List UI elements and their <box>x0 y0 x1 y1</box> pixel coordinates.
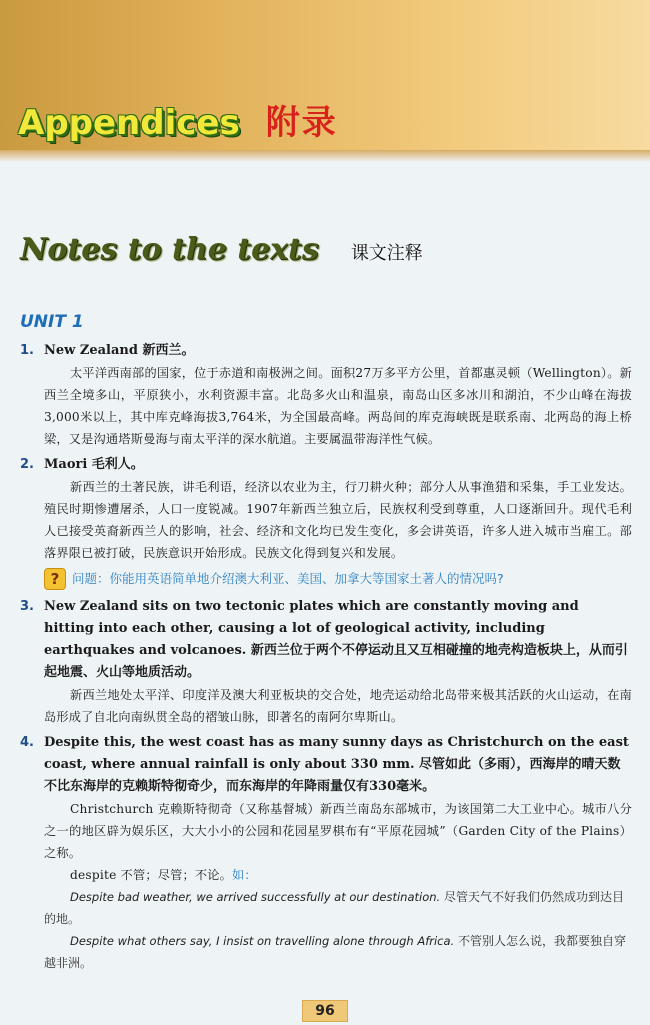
note-paragraph: 新西兰地处太平洋、印度洋及澳大利亚板块的交合处，地壳运动给北岛带来极其活跃的火山运动，在南岛形成了自北向南纵贯全岛的褶皱山脉，即著名的南阿尔卑斯山。 <box>44 688 632 724</box>
note-2 <box>20 454 632 564</box>
notes-content <box>20 340 632 978</box>
note-paragraph: 太平洋西南部的国家，位于赤道和南极洲之间。面积27万多平方公里，首都惠灵顿（Wellington）。新西兰全境多山，平原狭小，水利资源丰富。北岛多火山和温泉，南岛山区多冰川和湖泊，不少山峰在海拔3,000米以上，其中库克峰海拔3,764米，为全国最高峰。两岛间的库克海峡既是联系南、北两岛的海上桥梁，又是沟通塔斯曼海与南太平洋的深水航道。主要属温带海洋性气候。 <box>44 366 632 446</box>
appendices-title-cn: 附录 <box>265 103 338 143</box>
appendices-title: Appendices <box>18 103 240 143</box>
note-heading: Despite this, the west coast has as many sunny days as Christchurch on the east coast, where annual rainfall is only about 330 mm. 尽管如此（多雨），西海岸的晴天数不比东海岸的克赖斯特彻奇少，而东海岸的年降雨量仅有330毫米。 <box>44 735 629 794</box>
note-number: 2. <box>20 457 34 472</box>
note-3 <box>20 596 632 728</box>
example-en: Despite bad weather, we arrived successfully at our destination. <box>70 890 441 904</box>
banner-title <box>18 95 338 155</box>
question-prompt <box>20 568 632 590</box>
page-number: 96 <box>302 1000 348 1022</box>
word-definition: despite 不管；尽管；不论。 <box>70 868 233 882</box>
section-title-en: Notes to the texts <box>20 232 319 267</box>
example-en: Despite what others say, I insist on travelling alone through Africa. <box>70 934 455 948</box>
note-number: 4. <box>20 735 34 750</box>
question-text: 问题：你能用英语简单地介绍澳大利亚、美国、加拿大等国家土著人的情况吗? <box>72 571 504 586</box>
word-entry <box>44 864 632 886</box>
example-cn: 尽管天气不好我们仍然成功到达目的地。 <box>44 890 625 926</box>
question-icon: ? <box>44 568 66 590</box>
example-cn: 不管别人怎么说，我都要独自穿越非洲。 <box>44 934 627 970</box>
note-paragraph: Christchurch 克赖斯特彻奇（又称基督城）新西兰南岛东部城市，为该国第二大工业中心。城市八分之一的地区辟为娱乐区，大大小小的公园和花园星罗棋布有“平原花园城”（Garden City of the Plains）之称。 <box>44 802 632 860</box>
note-1 <box>20 340 632 450</box>
note-number: 1. <box>20 343 34 358</box>
note-heading: New Zealand sits on two tectonic plates which are constantly moving and hitting into each other, causing a lot of geological activity, including earthquakes and volcanoes. 新西兰位于两个不停运动且又互相碰撞的地壳构造板块上，从而引起地震、火山等地质活动。 <box>44 599 628 680</box>
example-sentence <box>44 886 632 930</box>
unit-label: UNIT 1 <box>20 312 84 332</box>
note-paragraph: 新西兰的土著民族，讲毛利语，经济以农业为主，行刀耕火种；部分人从事渔猎和采集，手工业发达。殖民时期惨遭屠杀，人口一度锐减。1907年新西兰独立后，民族权利受到尊重，人口逐渐回升。现代毛利人已接受英裔新西兰人的影响，社会、经济和文化均已发生变化，多会讲英语，许多人进入城市当雇工。部落界限已被打破，民族意识开始形成。民族文化得到复兴和发展。 <box>44 480 632 560</box>
note-number: 3. <box>20 599 34 614</box>
section-heading <box>20 232 423 267</box>
section-title-cn: 课文注释 <box>350 243 423 264</box>
note-heading: New Zealand 新西兰。 <box>44 343 195 358</box>
note-heading: Maori 毛利人。 <box>44 457 144 472</box>
example-intro: 如： <box>232 868 257 882</box>
note-4 <box>20 732 632 974</box>
example-sentence <box>44 930 632 974</box>
